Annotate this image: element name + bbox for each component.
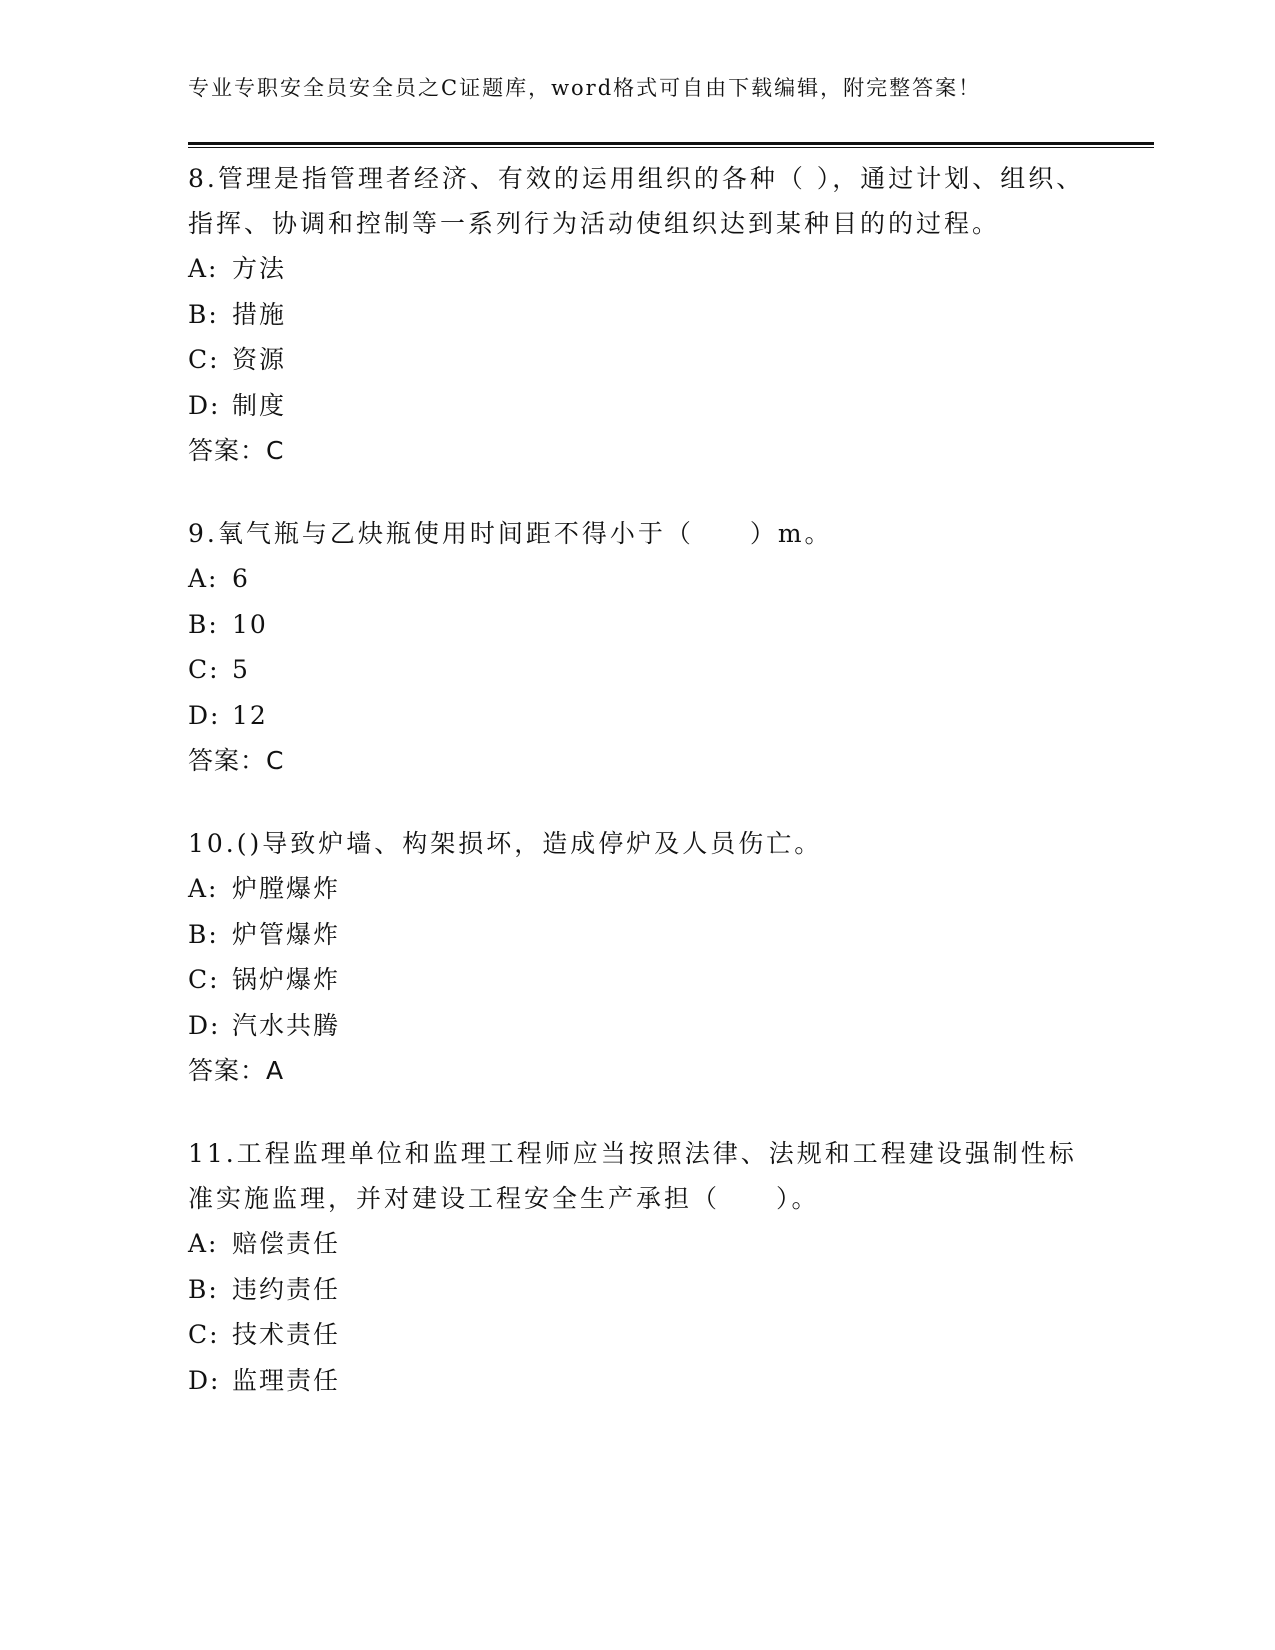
- option-letter: C:: [188, 345, 220, 374]
- question-stem: 11.工程监理单位和监理工程师应当按照法律、法规和工程建设强制性标准实施监理，并对建设工程安全生产承担（ ）。: [188, 1139, 1077, 1213]
- question-list: [188, 156, 1088, 1441]
- option-b: [188, 912, 1088, 958]
- option-a: [188, 556, 1088, 602]
- option-letter: A:: [188, 254, 219, 283]
- option-d: [188, 1003, 1088, 1049]
- option-d: [188, 1358, 1088, 1404]
- option-text: 措施: [232, 299, 287, 329]
- option-c: [188, 1312, 1088, 1358]
- option-b: [188, 1267, 1088, 1313]
- option-letter: A:: [188, 1229, 219, 1258]
- option-text: 12: [232, 700, 268, 730]
- option-text: 方法: [232, 254, 287, 283]
- option-letter: B:: [188, 1274, 219, 1304]
- option-c: [188, 647, 1088, 693]
- option-letter: D:: [188, 700, 221, 730]
- question-11: [188, 1131, 1088, 1403]
- option-text: 制度: [232, 390, 287, 420]
- option-text: 锅炉爆炸: [232, 965, 341, 994]
- option-text: 资源: [232, 345, 287, 374]
- option-text: 5: [232, 655, 250, 684]
- option-d: [188, 693, 1088, 739]
- option-text: 汽水共腾: [232, 1010, 341, 1040]
- option-c: [188, 957, 1088, 1003]
- option-letter: C:: [188, 1320, 220, 1349]
- option-a: [188, 1221, 1088, 1267]
- option-text: 监理责任: [232, 1365, 341, 1395]
- header-divider: [188, 142, 1154, 148]
- option-text: 10: [232, 609, 268, 639]
- option-b: [188, 292, 1088, 338]
- option-text: 6: [232, 564, 250, 593]
- option-text: 技术责任: [232, 1320, 341, 1349]
- option-letter: C:: [188, 965, 220, 994]
- option-d: [188, 383, 1088, 429]
- option-c: [188, 337, 1088, 383]
- question-9: [188, 511, 1088, 783]
- page-header: 专业专职安全员安全员之C证题库，word格式可自由下载编辑，附完整答案！: [188, 76, 982, 100]
- answer-line: 答案：A: [188, 1056, 285, 1085]
- answer-line: 答案：C: [188, 746, 285, 775]
- question-stem: 9.氧气瓶与乙炔瓶使用时间距不得小于（ ）m。: [188, 519, 833, 548]
- option-letter: D:: [188, 390, 221, 420]
- option-text: 违约责任: [232, 1274, 341, 1304]
- question-stem: 10.()导致炉墙、构架损坏，造成停炉及人员伤亡。: [188, 829, 823, 858]
- question-stem: 8.管理是指管理者经济、有效的运用组织的各种（ ），通过计划、组织、指挥、协调和控制等一系列行为活动使组织达到某种目的的过程。: [188, 164, 1085, 238]
- option-letter: A:: [188, 874, 219, 903]
- option-letter: B:: [188, 919, 219, 949]
- option-letter: C:: [188, 655, 220, 684]
- option-a: [188, 866, 1088, 912]
- answer-line: 答案：C: [188, 436, 285, 465]
- option-letter: B:: [188, 609, 219, 639]
- option-letter: B:: [188, 299, 219, 329]
- option-text: 炉膛爆炸: [232, 874, 341, 903]
- option-letter: D:: [188, 1365, 221, 1395]
- option-b: [188, 602, 1088, 648]
- option-a: [188, 246, 1088, 292]
- option-text: 赔偿责任: [232, 1229, 341, 1258]
- option-letter: A:: [188, 564, 219, 593]
- question-8: [188, 156, 1088, 473]
- option-letter: D:: [188, 1010, 221, 1040]
- question-10: [188, 821, 1088, 1093]
- option-text: 炉管爆炸: [232, 919, 341, 949]
